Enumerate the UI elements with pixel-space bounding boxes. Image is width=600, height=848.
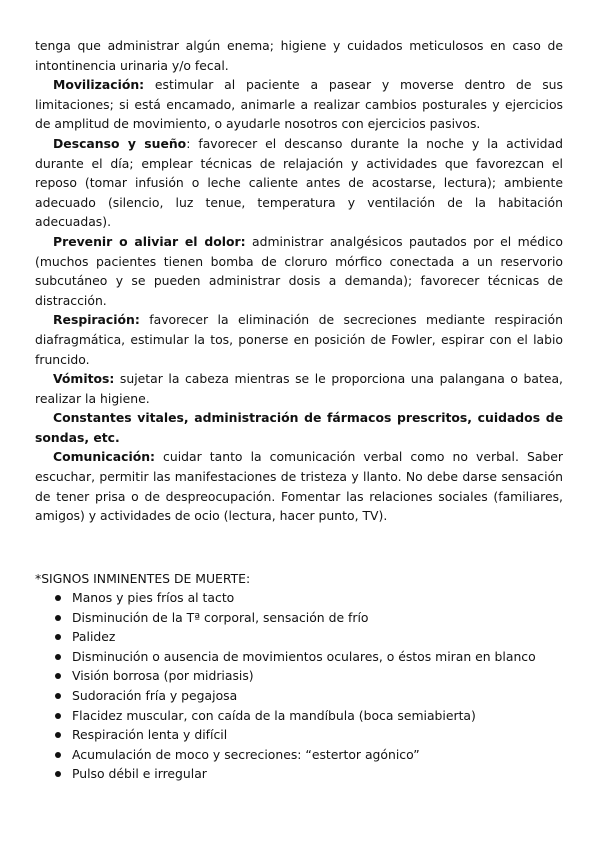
list-item xyxy=(50,764,536,784)
list-item-text: Pulso débil e irregular xyxy=(72,766,207,782)
bullet-icon xyxy=(55,713,61,719)
paragraph-text: favorecer la eliminación de secreciones mediante respiración diafragmática, estimular la tos, ponerse en posición de Fowler, espirar con el labio fruncido. xyxy=(35,312,563,367)
list-item-text: Disminución de la Tª corporal, sensación de frío xyxy=(72,609,369,625)
paragraph-text: cuidar tanto la comunicación verbal como no verbal. Saber escuchar, permitir las manifestaciones de tristeza y llanto. No debe darse sensación de tener prisa o de despreocupación. Fomentar las relaciones sociales (familiares, amigos) y actividades de ocio (lectura, hacer punto, TV). xyxy=(35,449,563,524)
list-item xyxy=(50,686,536,706)
paragraph-label: Respiración: xyxy=(53,312,140,328)
care-paragraphs xyxy=(35,36,563,526)
paragraph-label: Comunicación: xyxy=(53,449,155,465)
bullet-icon xyxy=(55,771,61,777)
paragraph-label: Vómitos: xyxy=(53,371,115,387)
list-item-text: Flacidez muscular, con caída de la mandíbula (boca semiabierta) xyxy=(72,707,476,723)
list-item-text: Manos y pies fríos al tacto xyxy=(72,590,235,605)
paragraph-text: tenga que administrar algún enema; higiene y cuidados meticulosos en caso de intontinencia urinaria y/o fecal. xyxy=(35,38,563,73)
signs-list xyxy=(50,588,536,784)
paragraph-dolor xyxy=(35,232,563,310)
bullet-icon xyxy=(55,732,61,738)
paragraph-vomitos xyxy=(35,369,563,408)
paragraph-respiracion xyxy=(35,310,563,369)
list-item xyxy=(50,666,536,686)
list-item xyxy=(50,608,536,628)
list-item xyxy=(50,588,536,608)
bullet-icon xyxy=(55,595,61,601)
bullet-icon xyxy=(55,673,61,679)
list-item xyxy=(50,725,536,745)
bullet-icon xyxy=(55,654,61,660)
list-item-text: Palidez xyxy=(72,629,116,645)
paragraph-text: sujetar la cabeza mientras se le proporciona una palangana o batea, realizar la higiene. xyxy=(35,371,563,406)
paragraph-label: Movilización: xyxy=(53,77,145,93)
paragraph-text: administrar analgésicos pautados por el médico (muchos pacientes tienen bomba de cloruro mórfico conectada a un reservorio subcutáneo y se pueden administrar dosis a demanda); favorecer técnicas de distracción. xyxy=(35,233,563,308)
list-item-text: Respiración lenta y difícil xyxy=(72,727,228,743)
list-item-text: Acumulación de moco y secreciones: “estertor agónico” xyxy=(72,746,420,762)
list-item-text: Visión borrosa (por midriasis) xyxy=(72,668,254,684)
paragraph-label: Constantes vitales, administración de fármacos prescritos, cuidados de sondas, etc. xyxy=(35,410,563,445)
list-item xyxy=(50,706,536,726)
bullet-icon xyxy=(55,615,61,621)
list-item xyxy=(50,627,536,647)
list-item-text: Disminución o ausencia de movimientos oculares, o éstos miran en blanco xyxy=(72,648,536,664)
list-item xyxy=(50,745,536,765)
bullet-icon xyxy=(55,693,61,699)
paragraph-descanso xyxy=(35,134,563,232)
paragraph-comunicacion xyxy=(35,447,563,525)
list-item-text: Sudoración fría y pegajosa xyxy=(72,687,238,703)
bullet-icon xyxy=(55,752,61,758)
paragraph-movilizacion xyxy=(35,75,563,134)
paragraph-continuation xyxy=(35,36,563,75)
list-item xyxy=(50,647,536,667)
signs-heading: *SIGNOS INMINENTES DE MUERTE: xyxy=(35,571,251,586)
paragraph-label: Prevenir o aliviar el dolor: xyxy=(53,233,246,249)
paragraph-text: estimular al paciente a pasear y moverse dentro de sus limitaciones; si está encamado, animarle a realizar cambios posturales y ejercicios de amplitud de movimiento, o ayudarle nosotros con ejercicios pasivos. xyxy=(35,77,563,132)
paragraph-constantes xyxy=(35,408,563,447)
paragraph-text: : favorecer el descanso durante la noche y la actividad durante el día; emplear técnicas de relajación y actividades que favorezcan el reposo (tomar infusión o leche caliente antes de acostarse, lectura); ambiente adecuado (silencio, luz tenue, temperatura y ventilación de la habitación adecuadas). xyxy=(35,135,563,230)
bullet-icon xyxy=(55,634,61,640)
paragraph-label: Descanso y sueño xyxy=(53,135,187,151)
